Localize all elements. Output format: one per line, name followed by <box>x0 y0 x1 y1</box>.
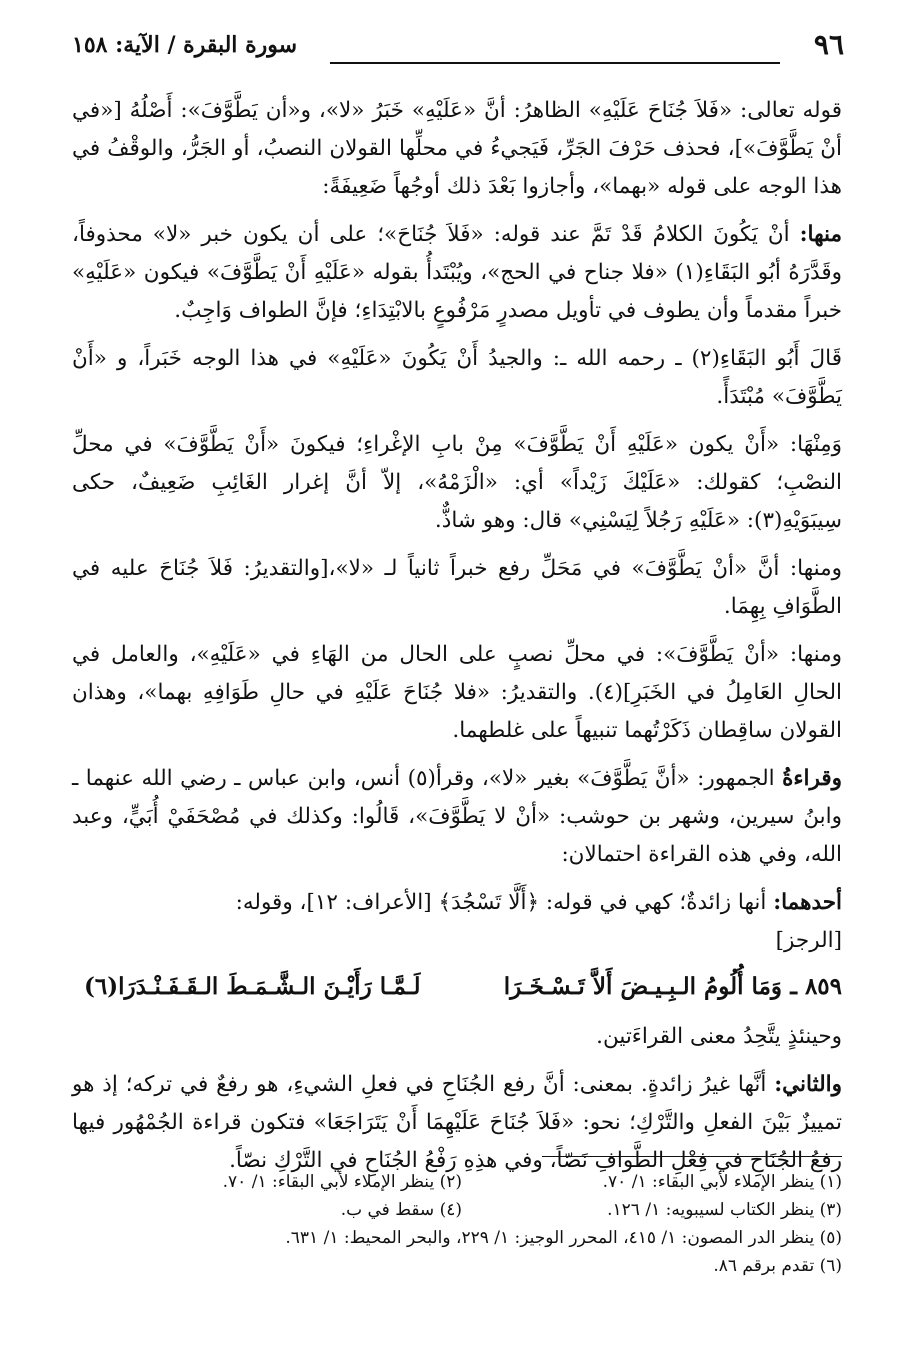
footnote-row <box>72 1168 842 1196</box>
paragraph <box>72 760 842 874</box>
paragraph-text: وَمِنْهَا: «أَنْ يكون «عَلَيْهِ أَنْ يَطَّوَّفَ» مِنْ بابِ الإغْراءِ؛ فيكونَ «أَنْ يَطَّوَّفَ» في محلِّ النصْبِ؛ كقولك: «عَلَيْكَ زَيْداً» أي: «الْزَمْهُ»، إلاّ أنَّ إغرار الغَائِبِ ضَعِيفٌ، حكى سِيبَوَيْهِ(٣): «عَلَيْهِ رَجُلاً لِيَسْنِي» قال: وهو شاذٌّ. <box>72 432 842 533</box>
paragraph-text: أنْ يَكُونَ الكلامُ قَدْ تَمَّ عند قوله: «فَلاَ جُنَاحَ»؛ على أن يكون خبر «لا» محذوفاً، وقَدَّرَهُ أبُو البَقَاءِ(١) «فلا جناح في الحج»، ويُبْتَدأُ بقوله «عَلَيْهِ أَنْ يَطَّوَّفَ» فيكون «عَلَيْهِ» خبراً مقدماً وأن يطوف في تأويل مصدرٍ مَرْفُوعٍ بالابْتِدَاءِ؛ فإنَّ الطواف وَاجِبٌ. <box>72 222 842 323</box>
paragraph-text: ومنها: أنَّ «أنْ يَطَّوَّفَ» في مَحَلِّ رفع خبراً ثانياً لـ «لا»،[والتقديرُ: فَلاَ جُنَاحَ عليه في الطَّوَافِ بِهِمَا. <box>72 556 842 619</box>
paragraph <box>72 92 842 206</box>
main-text <box>72 92 842 1190</box>
paragraph <box>72 216 842 330</box>
footnote: (٥) ينظر الدر المصون: ١/ ٤١٥، المحرر الوجيز: ١/ ٢٢٩، والبحر المحيط: ١/ ٦٣١. <box>285 1228 842 1248</box>
paragraph <box>72 1066 842 1180</box>
header-rule <box>330 62 780 64</box>
paragraph-text: الجمهور: «أنَّ يَطَّوَّفَ» بغير «لا»، وقرأ(٥) أنس، وابن عباس ـ رضي الله عنهما ـ وابنُ سيرين، وشهر بن حوشب: «أنْ لا يَطَّوَّفَ»، قَالُوا: وكذلك في مُصْحَفَيْ أُبَيٍّ، وعبد الله، وفي هذه القراءة احتمالان: <box>72 766 842 867</box>
paragraph-text: أنها زائدةٌ؛ كهي في قوله: ﴿أَلَّا تَسْجُدَ﴾ [الأعراف: ١٢]، وقوله: <box>235 890 774 915</box>
paragraph-text: قوله تعالى: «فَلاَ جُنَاحَ عَلَيْهِ» الظاهرُ: أنَّ «عَلَيْهِ» خَبَرُ «لا»، و«أن يَطَّوَّفَ»: أَصْلُهُ [«في أنْ يَطَّوَّفَ»]، فحذف حَرْفَ الجَرِّ، فَيَجيءُ في محلِّها القولان النصبُ، أو الجَرُّ، والوقْفُ في هذا الوجه على قوله «بهما»، وأجازوا بَعْدَ ذلك أوجُهاً ضَعِيفَةً: <box>72 98 842 199</box>
paragraph <box>72 550 842 626</box>
page-number: ٩٦ <box>813 28 844 61</box>
paragraph-text: أنَّها غيرُ زائدةٍ. بمعنى: أنَّ رفع الجُنَاحِ في فعلِ الشيءِ، هو رفعٌ في تركه؛ إذ هو تمييزٌ بَيْنَ الفعلِ والتَّرْكِ؛ نحو: «فَلاَ جُنَاحَ عَلَيْهِمَا أَنْ يَتَرَاجَعَا» فتكون قراءة الجُمْهُور فيها رفعُ الجُنَاحِ في فِعْلِ الطَّوافِ نَصّاً، وفي هذِهِ رَفْعُ الجُنَاحِ في التَّرْكِ نصّاً. <box>72 1072 842 1173</box>
footnote: (٢) ينظر الإملاء لأبي البقاء: ١/ ٧٠. <box>222 1172 462 1192</box>
footnote: (٤) سقط في ب. <box>340 1200 462 1220</box>
poem-verse <box>72 966 842 1010</box>
paragraph-lead: منها: <box>799 222 842 247</box>
paragraph <box>72 884 842 922</box>
footnote-row <box>72 1196 842 1224</box>
page-header <box>72 22 844 74</box>
verse-first-hemistich: وَمَا أُلُومُ الـبِـيـضَ أَلاَّ تَـسْـخَـرَا <box>503 973 782 1000</box>
running-title: سورة البقرة / الآية: ١٥٨ <box>72 32 298 58</box>
footnote: (٣) ينظر الكتاب لسيبويه: ١/ ١٢٦. <box>607 1200 842 1220</box>
paragraph <box>72 340 842 416</box>
paragraph-lead: أحدهما: <box>773 890 842 915</box>
paragraph <box>72 426 842 540</box>
footnotes <box>72 1168 842 1280</box>
paragraph: وحينئذٍ يتَّحِدُ معنى القراءَتين. <box>596 1024 842 1049</box>
footnote-rule <box>542 1156 842 1157</box>
paragraph-lead: والثاني: <box>774 1072 842 1097</box>
paragraph-text: قَالَ أَبُو البَقَاءِ(٢) ـ رحمه الله ـ: والجيدُ أَنْ يَكُونَ «عَلَيْهِ» في هذا الوجه خَبَراً، و «أَنْ يَطَّوَّفَ» مُبْتَدَأً. <box>72 346 842 409</box>
footnote: (٦) تقدم برقم ٨٦. <box>713 1256 842 1276</box>
verse-second-hemistich: لَـمَّـا رَأَيْـنَ الـشَّـمَـطَ الـقَـفَـنْـدَرَا(٦) <box>84 973 421 1000</box>
paragraph <box>72 636 842 750</box>
paragraph-text: ومنها: «أنْ يَطَّوَّفَ»: في محلِّ نصبٍ على الحال من الهَاءِ في «عَلَيْهِ»، والعامل في الحالِ العَامِلُ في الخَبَرِ](٤). والتقديرُ: «فلا جُنَاحَ عَلَيْهِ في حالِ طَوَافِهِ بهما»، وهذان القولان ساقِطان ذَكَرْتُهما تنبيهاً على غلطهما. <box>72 642 842 743</box>
footnote: (١) ينظر الإملاء لأبي البقاء: ١/ ٧٠. <box>602 1172 842 1192</box>
verse-number: ٨٥٩ ـ <box>790 973 842 1000</box>
paragraph-lead: وقراءةُ <box>782 766 842 791</box>
meter-label: [الرجز] <box>775 928 842 953</box>
